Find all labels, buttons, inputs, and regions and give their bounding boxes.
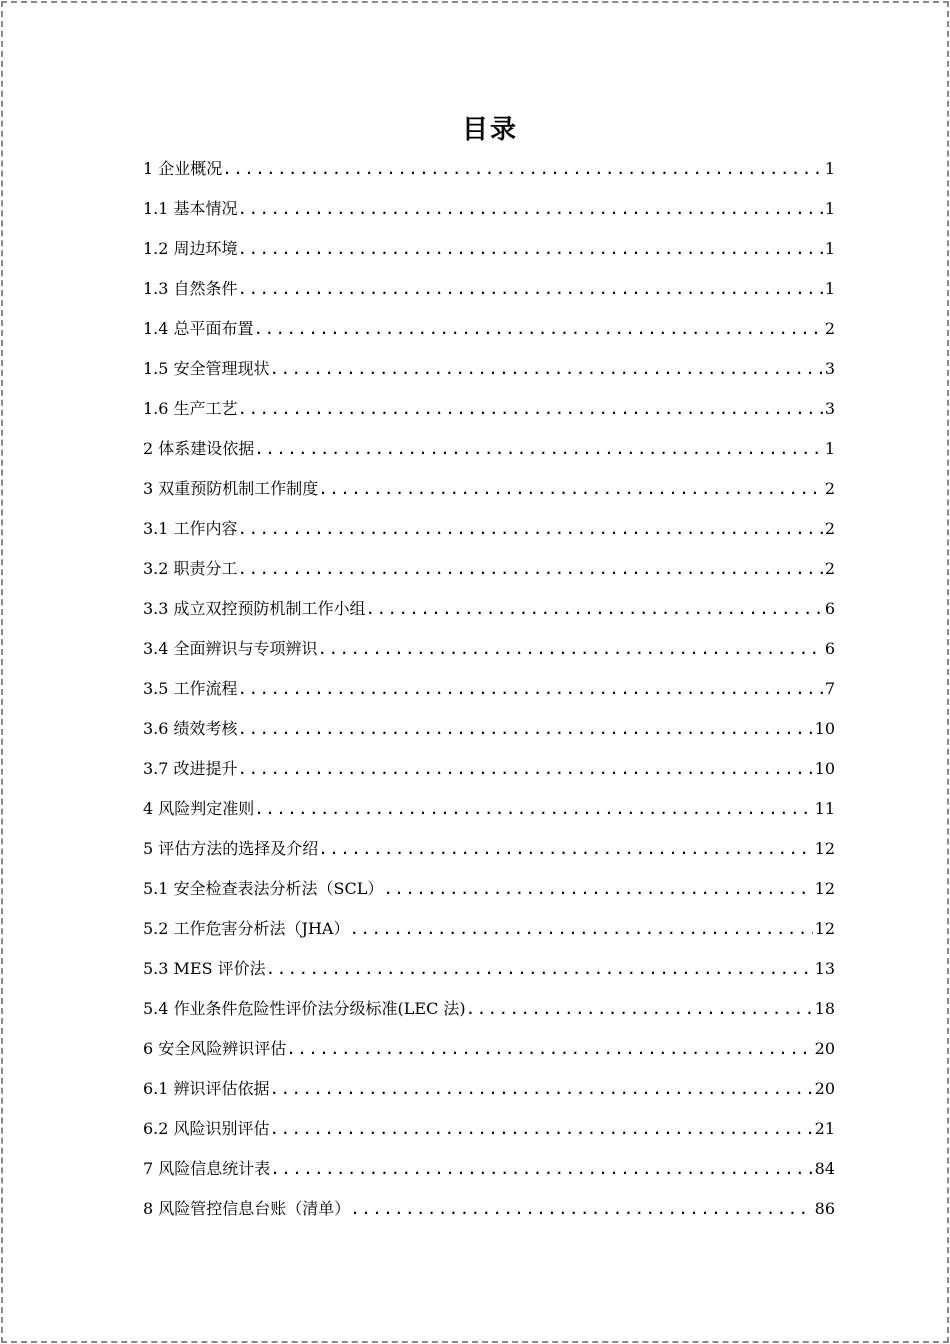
toc-entry-text: 1.2 周边环境 bbox=[143, 239, 238, 258]
toc-entry[interactable] bbox=[143, 912, 835, 952]
toc-entry[interactable] bbox=[143, 1032, 835, 1072]
toc-entry[interactable] bbox=[143, 672, 835, 712]
toc-leader-dots bbox=[286, 1032, 812, 1066]
toc-entry-text: 1 企业概况 bbox=[143, 159, 223, 178]
toc-entry[interactable] bbox=[143, 592, 835, 632]
toc-entry-text: 6 安全风险辨识评估 bbox=[143, 1039, 287, 1058]
toc-leader-dots bbox=[383, 872, 812, 906]
toc-page-number: 12 bbox=[814, 879, 835, 898]
toc-leader-dots bbox=[222, 152, 823, 186]
toc-page-number: 10 bbox=[814, 759, 835, 778]
toc-entry-text: 8 风险管控信息台账（清单） bbox=[143, 1199, 351, 1218]
toc-page-number: 6 bbox=[824, 639, 835, 658]
toc-leader-dots bbox=[238, 552, 823, 586]
toc-entry-text: 5.4 作业条件危险性评价法分级标准(LEC 法) bbox=[143, 999, 466, 1018]
toc-entry-text: 1.3 自然条件 bbox=[143, 279, 238, 298]
toc-page-number: 84 bbox=[814, 1159, 835, 1178]
toc-leader-dots bbox=[270, 352, 823, 386]
toc-entry[interactable] bbox=[143, 152, 835, 192]
toc-entry[interactable] bbox=[143, 352, 835, 392]
toc-entry-text: 6.2 风险识别评估 bbox=[143, 1119, 270, 1138]
toc-entry[interactable] bbox=[143, 472, 835, 512]
toc-leader-dots bbox=[238, 392, 823, 426]
toc-page-number: 2 bbox=[824, 559, 835, 578]
toc-entry[interactable] bbox=[143, 712, 835, 752]
toc-entry-text: 1.5 安全管理现状 bbox=[143, 359, 270, 378]
toc-entry[interactable] bbox=[143, 952, 835, 992]
page-title: 目录 bbox=[461, 115, 518, 145]
toc-leader-dots bbox=[238, 752, 813, 786]
toc-leader-dots bbox=[318, 632, 823, 666]
toc-leader-dots bbox=[238, 192, 823, 226]
toc-page-number: 1 bbox=[824, 239, 835, 258]
toc-page-number: 86 bbox=[814, 1199, 835, 1218]
toc-entry-text: 3.1 工作内容 bbox=[143, 519, 238, 538]
toc-leader-dots bbox=[254, 792, 812, 826]
toc-entry[interactable] bbox=[143, 432, 835, 472]
toc-entry-text: 3.7 改进提升 bbox=[143, 759, 238, 778]
toc-page-number: 2 bbox=[824, 479, 835, 498]
toc-entry[interactable] bbox=[143, 1072, 835, 1112]
toc-entry[interactable] bbox=[143, 272, 835, 312]
toc-entry-text: 6.1 辨识评估依据 bbox=[143, 1079, 270, 1098]
toc-entry[interactable] bbox=[143, 192, 835, 232]
toc-entry[interactable] bbox=[143, 752, 835, 792]
toc-entry-text: 3.2 职责分工 bbox=[143, 559, 238, 578]
toc-page-number: 12 bbox=[814, 919, 835, 938]
toc-leader-dots bbox=[350, 1192, 812, 1226]
toc-entry-text: 5.2 工作危害分析法（JHA） bbox=[143, 919, 350, 938]
toc-entry-text: 3 双重预防机制工作制度 bbox=[143, 479, 319, 498]
toc-entry-text: 7 风险信息统计表 bbox=[143, 1159, 271, 1178]
toc-entry[interactable] bbox=[143, 392, 835, 432]
toc-entry-text: 1.4 总平面布置 bbox=[143, 319, 254, 338]
toc-page-number: 1 bbox=[824, 439, 835, 458]
toc-entry-text: 4 风险判定准则 bbox=[143, 799, 255, 818]
toc-leader-dots bbox=[254, 312, 823, 346]
toc-leader-dots bbox=[318, 472, 823, 506]
toc-leader-dots bbox=[238, 672, 823, 706]
toc-entry[interactable] bbox=[143, 312, 835, 352]
toc-page-number: 21 bbox=[814, 1119, 835, 1138]
toc-page-number: 7 bbox=[824, 679, 835, 698]
toc-entry[interactable] bbox=[143, 872, 835, 912]
toc-page-number: 1 bbox=[824, 199, 835, 218]
toc-leader-dots bbox=[318, 832, 812, 866]
toc-page-number: 1 bbox=[824, 159, 835, 178]
toc-page-number: 13 bbox=[814, 959, 835, 978]
toc-entry-text: 5 评估方法的选择及介绍 bbox=[143, 839, 319, 858]
toc-page-number: 11 bbox=[814, 799, 835, 818]
toc-entry[interactable] bbox=[143, 632, 835, 672]
toc-leader-dots bbox=[238, 272, 823, 306]
toc-entry-text: 2 体系建设依据 bbox=[143, 439, 255, 458]
toc-leader-dots bbox=[270, 1072, 813, 1106]
toc-leader-dots bbox=[366, 592, 823, 626]
toc-entry[interactable] bbox=[143, 552, 835, 592]
toc-entry[interactable] bbox=[143, 232, 835, 272]
toc-leader-dots bbox=[254, 432, 823, 466]
toc-page-number: 1 bbox=[824, 279, 835, 298]
toc-entry[interactable] bbox=[143, 1192, 835, 1232]
toc-entry-text: 3.4 全面辨识与专项辨识 bbox=[143, 639, 318, 658]
toc-entry[interactable] bbox=[143, 1112, 835, 1152]
toc-leader-dots bbox=[266, 952, 813, 986]
toc-entry-text: 3.5 工作流程 bbox=[143, 679, 238, 698]
toc-leader-dots bbox=[466, 992, 813, 1026]
toc-entry[interactable] bbox=[143, 832, 835, 872]
toc-page-number: 10 bbox=[814, 719, 835, 738]
toc-page-number: 3 bbox=[824, 399, 835, 418]
toc-leader-dots bbox=[270, 1112, 813, 1146]
toc-page-number: 3 bbox=[824, 359, 835, 378]
toc-entry-text: 1.6 生产工艺 bbox=[143, 399, 238, 418]
toc-leader-dots bbox=[238, 512, 823, 546]
toc-entry-text: 5.1 安全检查表法分析法（SCL） bbox=[143, 879, 384, 898]
toc-leader-dots bbox=[238, 712, 813, 746]
toc-entry-text: 3.6 绩效考核 bbox=[143, 719, 238, 738]
toc-page-number: 6 bbox=[824, 599, 835, 618]
toc-entry[interactable] bbox=[143, 1152, 835, 1192]
toc-entry[interactable] bbox=[143, 512, 835, 552]
toc-leader-dots bbox=[270, 1152, 812, 1186]
toc-entry-text: 3.3 成立双控预防机制工作小组 bbox=[143, 599, 366, 618]
table-of-contents bbox=[143, 152, 835, 1232]
toc-leader-dots bbox=[238, 232, 823, 266]
toc-entry-text: 1.1 基本情况 bbox=[143, 199, 238, 218]
toc-entry[interactable] bbox=[143, 992, 835, 1032]
toc-page-number: 18 bbox=[814, 999, 835, 1018]
toc-entry-text: 5.3 MES 评价法 bbox=[143, 959, 266, 978]
toc-page-number: 20 bbox=[814, 1039, 835, 1058]
toc-page-number: 12 bbox=[814, 839, 835, 858]
toc-leader-dots bbox=[349, 912, 812, 946]
toc-page-number: 2 bbox=[824, 319, 835, 338]
toc-entry[interactable] bbox=[143, 792, 835, 832]
toc-page-number: 20 bbox=[814, 1079, 835, 1098]
toc-page-number: 2 bbox=[824, 519, 835, 538]
